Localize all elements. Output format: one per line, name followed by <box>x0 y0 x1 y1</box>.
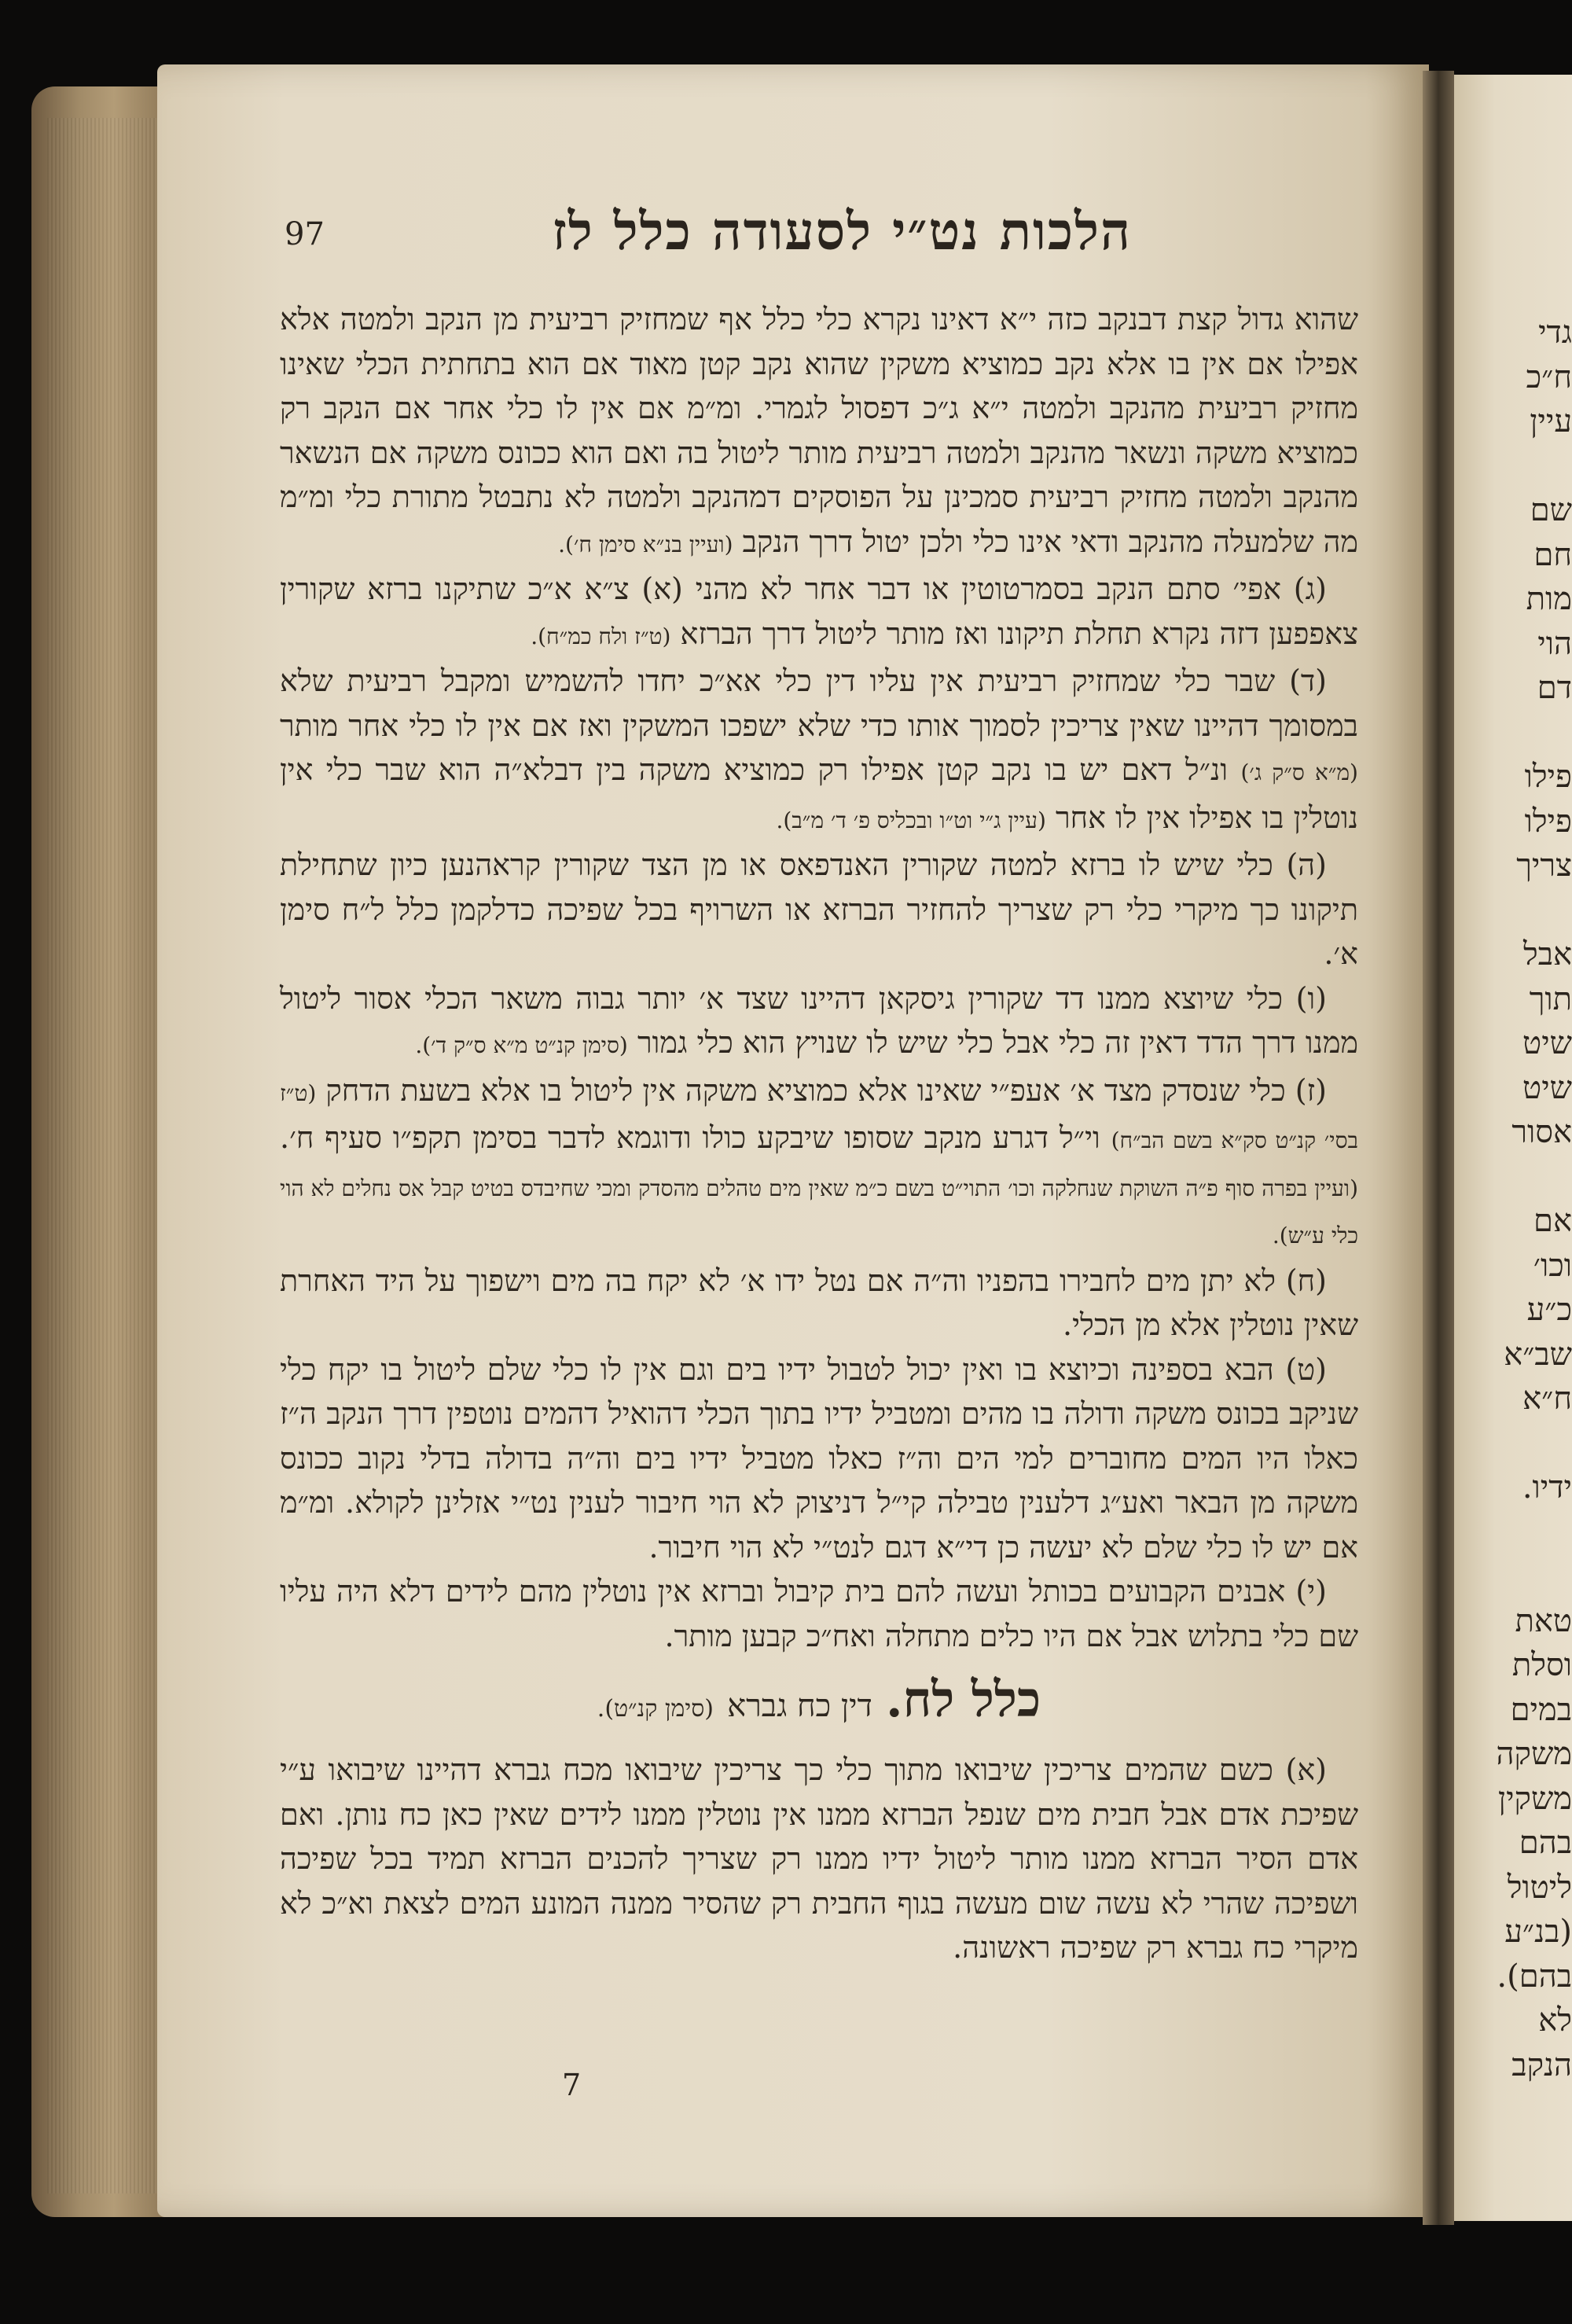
paragraph <box>280 1748 1358 1970</box>
paragraph <box>280 1348 1358 1570</box>
paragraph-text: (ז) כלי שנסדק מצד א׳ אעפ״י שאינו אלא כמוציא משקה אין ליטול בו אלא בשעת הדחק <box>325 1072 1327 1108</box>
paragraph-text: (ג) אפי׳ סתם הנקב בסמרטוטין או דבר אחר לא מהני (א) צ״א א״כ שתיקנו ברזא שקורין צאפפען דזה נקרא תחלת תיקונו ואז מותר ליטול דרך הברזא <box>280 572 1358 651</box>
facing-page-line: ח״א <box>1522 1381 1572 1417</box>
page-edges-texture <box>47 118 157 2193</box>
paragraph-text: (ט) הבא בספינה וכיוצא בו ואין יכול לטבול ידיו בים וגם אין לו כלי שלם ליטול בו יקח כלי שניקב בכונס משקה ודולה בו מהים ומטביל ידיו בתוך הכלי דהואיל דהמים נוטפין דרך הנקב ה״ז כאלו היו המים מחוברים למי הים וה״ז כאלו מטביל ידיו בים וה״ה בדולה בדלי נקוב ככונס משקה מן הבאר ואע״ג דלענין טבילה קי״ל דניצוק לא הוי חיבור לענין נט״י אזלינן לקולא. ומ״מ אם יש לו כלי שלם לא יעשה כן די״א דגם לנט״י לא הוי חיבור. <box>280 1351 1358 1565</box>
facing-page-line: עיין <box>1530 403 1572 439</box>
facing-page-line: פילו <box>1524 803 1572 840</box>
paragraph-text: (ו) כלי שיוצא ממנו דד שקורין גיסקאן דהיינו שצד א׳ יותר גבוה משאר הכלי אסור ליטול ממנו דרך הדד דאין זה כלי אבל כלי שיש לו שנויץ הוא כלי גמור <box>280 980 1358 1060</box>
facing-page-line: צריך <box>1516 848 1572 884</box>
facing-page-line: ידיו. <box>1522 1469 1572 1506</box>
facing-page-line: הוי <box>1537 625 1572 662</box>
facing-page-line <box>1478 888 1572 933</box>
facing-page-line: דם <box>1537 670 1572 706</box>
facing-page-line: פילו <box>1524 759 1572 795</box>
facing-page-line: גדי <box>1538 314 1572 351</box>
paragraph <box>280 297 1358 567</box>
reference: (ועיין בנ״א סימן ח׳). <box>558 531 733 557</box>
paragraph-text: (ח) לא יתן מים לחבירו בהפניו וה״ה אם נטל ידו א׳ לא יקח בה מים וישפוך על היד האחרת שאין נוטלין אלא מן הכלי. <box>280 1263 1358 1342</box>
section-number: כלל לח. <box>886 1671 1041 1728</box>
facing-page-line: בהם). <box>1497 1958 1572 1995</box>
facing-page-line <box>1478 1155 1572 1200</box>
book-gutter <box>1423 71 1454 2225</box>
running-title: הלכות נט״י לסעודה כלל לז <box>552 200 1132 262</box>
reference: (מ״א ס״ק ג׳) <box>1240 759 1358 785</box>
reference: (ט״ז ולח כמ״ח). <box>531 623 671 649</box>
signature-mark: 7 <box>562 2068 582 2102</box>
facing-page-line: בהם <box>1519 1825 1572 1861</box>
facing-page-line: ח״כ <box>1526 359 1572 395</box>
facing-page-line: אסור <box>1511 1114 1572 1150</box>
facing-page-line: תוך <box>1529 980 1572 1017</box>
facing-page-text <box>1478 311 1572 2095</box>
facing-page-line <box>1478 711 1572 756</box>
facing-page-line <box>1478 1421 1572 1466</box>
paragraph-text: (א) כשם שהמים צריכין שיבואו מתוך כלי כך צריכין שיבואו מכח גברא דהיינו שיבואו ע״י שפיכת אדם אבל חבית מים שנפל הברזא ממנו אין נוטלין ממנו לידים שאין כאן כח נותן. ואם אדם הסיר הברזא ממנו מותר ליטול ידיו ממנו רק שצריך להכנים הברזא תמיד בכל שפיכה ושפיכה שהרי לא עשה שום מעשה בגוף החבית רק שהסיר ממנה המונע המים לצאת וא״כ לא מיקרי כח גברא רק שפיכה ראשונה. <box>280 1752 1358 1965</box>
section-title: דין כח גברא <box>727 1688 872 1724</box>
facing-page-line: (בנ״ע <box>1504 1914 1572 1950</box>
reference: (סימן קנ״ט מ״א ס״ק ד׳). <box>415 1032 628 1058</box>
facing-page-line: משקה <box>1496 1736 1572 1772</box>
paragraph-text: (ה) כלי שיש לו ברזא למטה שקורין האנדפאס או מן הצד שקורין קראהנען כיון שתחילת תיקונו כך מיקרי כלי רק שצריך להחזיר הברזא או השרויף בכל שפיכה כדלקמן כלל ל״ח סימן א׳. <box>280 848 1358 971</box>
facing-page-line: כ״ע <box>1526 1292 1572 1328</box>
reference: (ועיין בפרה סוף פ״ה השוקת שנחלקה וכו׳ התוי״ט בשם כ״מ שאין מים טהלים מהסדק ומכי שחיבדס בטיט קבל אס נחלים לא הוי כלי ע״ש). <box>280 1175 1358 1248</box>
paragraph <box>280 976 1358 1068</box>
facing-page-line: שם <box>1530 492 1572 528</box>
facing-page-line: במים <box>1510 1691 1572 1728</box>
facing-page-line: שב״א <box>1504 1336 1572 1373</box>
page-number: 97 <box>285 216 325 252</box>
section-heading <box>280 1672 1358 1737</box>
paragraph-text: (י) אבנים הקבועים בכותל ועשה להם בית קיבול וברזא אין נוטלין מהם לידים דלא היה עליו שם כלי בתלוש אבל אם היו כלים מתחלה ואח״כ קבען מותר. <box>280 1574 1358 1653</box>
facing-page-line: ליטול <box>1507 1869 1572 1906</box>
facing-page-line: וכו׳ <box>1533 1247 1572 1284</box>
paragraph <box>280 843 1358 976</box>
facing-page-line: חם <box>1533 536 1572 573</box>
paragraph <box>280 1068 1358 1259</box>
paragraph-text: שהוא גדול קצת דבנקב כזה י״א דאינו נקרא כלי כלל אף שמחזיק רביעית מן הנקב ולמטה אלא אפילו אם אין בו אלא נקב כמוציא משקין שהוא נקב קטן מאוד אם הוא בתחתית הכלי שאינו מחזיק רביעית מהנקב ולמטה י״א ג״כ דפסול לגמרי. ומ״מ אם אין לו כלי אחר אם הנקב רק כמוציא משקה ונשאר מהנקב ולמטה רביעית מותר ליטול בה ואם הוא ככונס משקה אם הנשאר מהנקב ולמטה מחזיק רביעית סמכינן על הפוסקים דמהנקב ולמטה לא נתבטל מתורת כלי ומ״מ מה שלמעלה מהנקב ודאי אינו כלי ולכן יטול דרך הנקב <box>280 302 1358 559</box>
facing-page-line: שיט <box>1522 1025 1572 1061</box>
facing-page-line <box>1478 444 1572 489</box>
facing-page-line: משקין <box>1497 1780 1572 1817</box>
paragraph <box>280 659 1358 843</box>
facing-page-line: טאת <box>1515 1602 1572 1639</box>
reference: (ט״ז בסי׳ קנ״ט סק״א בשם הב״ח) <box>280 1079 1358 1153</box>
paragraph-text: (ד) שבר כלי שמחזיק רביעית אין עליו דין כלי אא״כ יחדו להשמיש ומקבל רביעית שלא במסומך דהיינו שאין צריכין לסמוך אותו כדי שלא ישפכו המשקין ואז אם אין לו כלי אחר מותר <box>280 664 1358 743</box>
paragraph-text: וי״ל דגרע מנקב שסופו שיבקע כולו ודוגמא לדבר בסימן תקפ״ו סעיף ח׳. <box>280 1120 1100 1155</box>
page-body <box>280 297 1358 1970</box>
section-reference: (סימן קנ״ט). <box>597 1695 714 1723</box>
paragraph <box>280 1259 1358 1348</box>
facing-page-line: אם <box>1533 1203 1572 1239</box>
paragraph-text: ונ״ל דאם יש בו נקב קטן אפילו רק כמוציא משקה בין דבלא״ה הוא שבר כלי אין נוטלין בו אפילו אין לו אחר <box>280 752 1358 835</box>
paragraph <box>280 567 1358 659</box>
facing-page-line: מות <box>1526 581 1572 617</box>
facing-page-line <box>1478 1510 1572 1555</box>
facing-page-line: הנקב <box>1511 2046 1572 2083</box>
facing-page-line: אבל <box>1523 936 1572 973</box>
page-header <box>275 200 1376 287</box>
facing-page-line: שיט <box>1522 1069 1572 1106</box>
paragraph <box>280 1569 1358 1658</box>
facing-page-line: לא <box>1538 2002 1572 2039</box>
facing-page-line: וסלת <box>1511 1647 1572 1683</box>
facing-page-line <box>1478 1554 1572 1599</box>
reference: (עיין ג״י וט״ו ובכליס פ׳ ד׳ מ״ב). <box>776 807 1046 833</box>
